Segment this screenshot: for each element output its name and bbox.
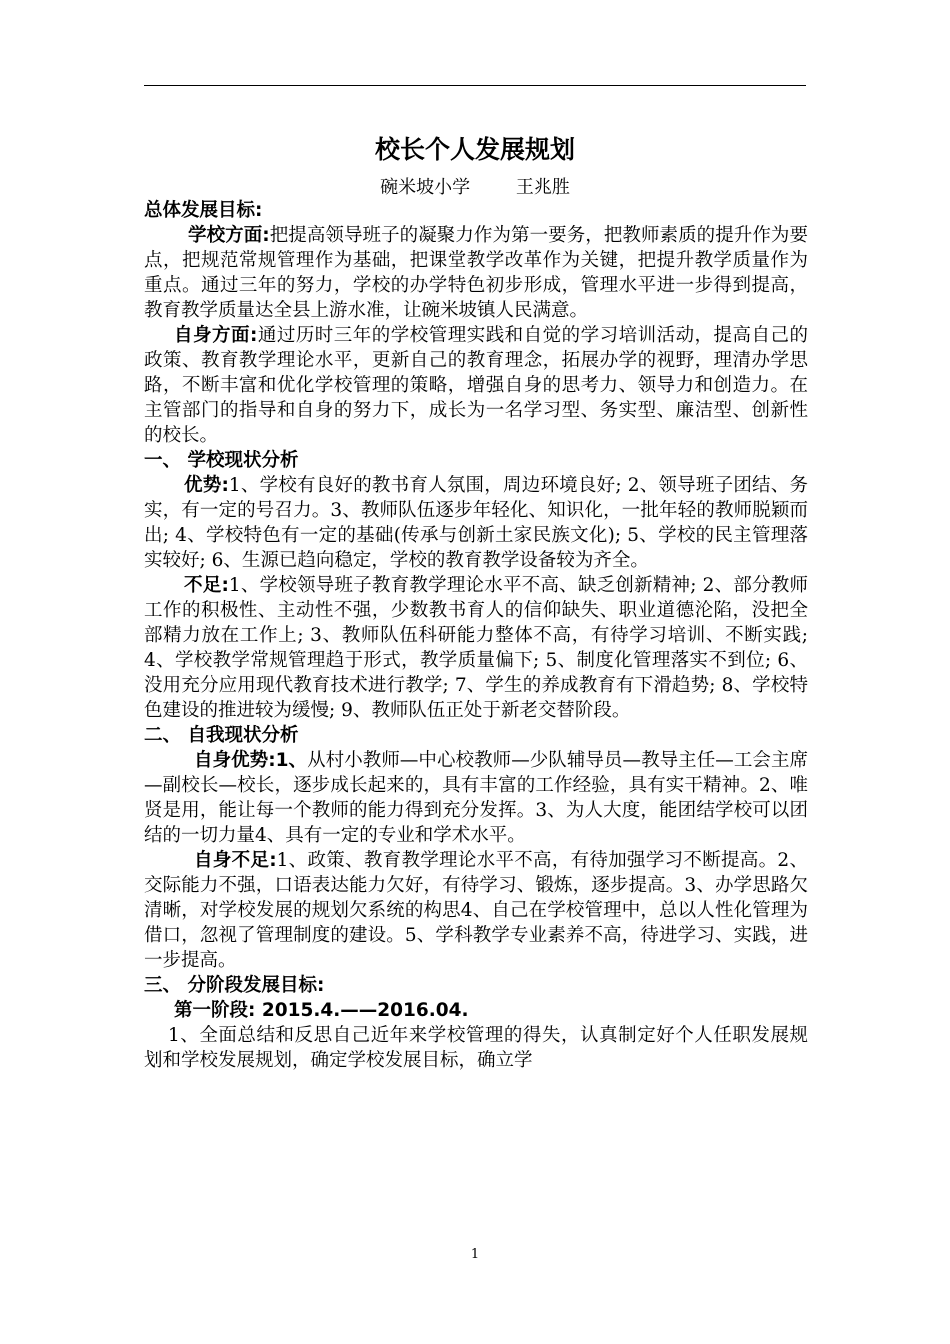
- paragraph-self-advantages: [144, 748, 808, 848]
- author-byline: 碗米坡小学 王兆胜: [380, 177, 570, 198]
- paragraph-school-shortcomings: [144, 573, 808, 723]
- text-self: 通过历时三年的学校管理实践和自觉的学习培训活动，提高自己的政策、教育教学理论水平，更新自己的教育理念，拓展办学的视野，理清办学思路，不断丰富和优化学校管理的策略，增强自身的思考力、领导力和创造力。在主管部门的指导和自身的努力下，成长为一名学习型、务实型、廉洁型、创新性的校长。: [144, 325, 808, 446]
- section-heading-2: 二、 自我现状分析: [144, 725, 299, 746]
- text-self-advantages: 从村小教师—中心校教师—少队辅导员—教导主任—工会主席—副校长—校长，逐步成长起来的，具有丰富的工作经验，具有实干精神。2、唯贤是用，能让每一个教师的能力得到充分发挥。3、为人大度，能团结学校可以团结的一切力量4、具有一定的专业和学术水平。: [144, 750, 808, 846]
- label-advantages: 优势:: [184, 475, 229, 496]
- section-heading-overall: 总体发展目标:: [144, 200, 263, 221]
- paragraph-school-advantages: [144, 473, 808, 573]
- text-school: 把提高领导班子的凝聚力作为第一要务，把教师素质的提升作为要点，把规范常规管理作为基础，把课堂教学改革作为关键，把提升教学质量作为重点。通过三年的努力，学校的办学特色初步形成，管理水平进一步得到提高，教育教学质量达全县上游水准，让碗米坡镇人民满意。: [144, 225, 808, 321]
- section-heading-1: 一、 学校现状分析: [144, 450, 299, 471]
- text-advantages: 1、学校有良好的教书育人氛围，周边环境良好; 2、领导班子团结、务实，有一定的号召力。3、教师队伍逐步年轻化、知识化，一批年轻的教师脱颖而出; 4、学校特色有一定的基础(传承与创新土家民族文化); 5、学校的民主管理落实较好; 6、生源已趋向稳定，学校的教育教学设备较为齐全。: [144, 475, 808, 571]
- label-self: 自身方面:: [174, 325, 258, 346]
- document-body: [144, 198, 808, 1073]
- paragraph-self: [144, 323, 808, 448]
- section-heading-3: 三、 分阶段发展目标:: [144, 975, 325, 996]
- page-number: 1: [470, 1247, 480, 1262]
- label-shortcomings: 不足:: [184, 575, 229, 596]
- paragraph-school: [144, 223, 808, 323]
- label-self-shortcomings: 自身不足:: [194, 850, 277, 871]
- label-self-advantages: 自身优势:: [194, 750, 276, 771]
- header-rule: [144, 85, 806, 86]
- stage-1-heading: 第一阶段: 2015.4.——2016.04.: [174, 1000, 469, 1021]
- paragraph-self-shortcomings: [144, 848, 808, 973]
- label-school: 学校方面:: [188, 225, 270, 246]
- self-advantages-number: 1、: [275, 750, 308, 771]
- text-self-shortcomings: 1、政策、教育教学理论水平不高，有待加强学习不断提高。2、交际能力不强，口语表达能力欠好，有待学习、锻炼，逐步提高。3、办学思路欠清晰，对学校发展的规划欠系统的构思4、自己在学校管理中，总以人性化管理为借口，忽视了管理制度的建设。5、学科教学专业素养不高，待进学习、实践，进一步提高。: [144, 850, 808, 971]
- document-title: 校长个人发展规划: [374, 135, 575, 164]
- paragraph-stage-1: 1、全面总结和反思自己近年来学校管理的得失，认真制定好个人任职发展规划和学校发展规划，确定学校发展目标，确立学: [144, 1025, 808, 1071]
- text-shortcomings: 1、学校领导班子教育教学理论水平不高、缺乏创新精神; 2、部分教师工作的积极性、主动性不强，少数教书育人的信仰缺失、职业道德沦陷，没把全部精力放在工作上; 3、教师队伍科研能力整体不高，有待学习培训、不断实践; 4、学校教学常规管理趋于形式，教学质量偏下; 5、制度化管理落实不到位; 6、没用充分应用现代教育技术进行教学; 7、学生的养成教育有下滑趋势; 8、学校特色建设的推进较为缓慢; 9、教师队伍正处于新老交替阶段。: [144, 575, 808, 721]
